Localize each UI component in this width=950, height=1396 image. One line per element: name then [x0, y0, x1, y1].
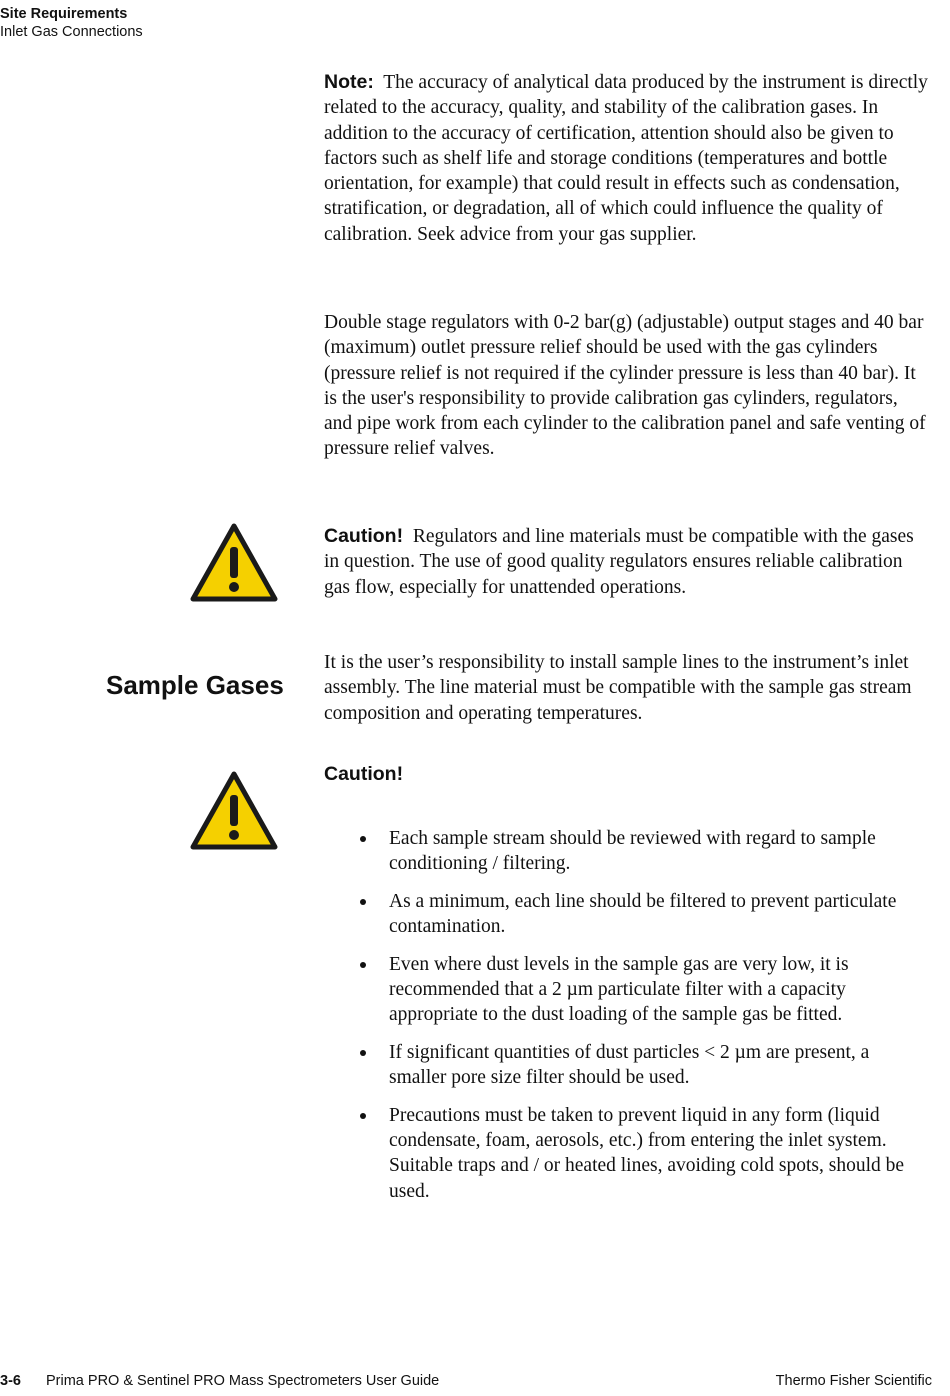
bullet-dot [360, 836, 366, 842]
warning-triangle-icon [190, 770, 278, 850]
running-header-section: Site Requirements [0, 6, 128, 22]
list-item: If significant quantities of dust particles < 2 µm are present, a smaller pore size filter should be used. [324, 1040, 930, 1091]
list-item: Precautions must be taken to prevent liquid in any form (liquid condensate, foam, aerosols, etc.) from entering the inlet system. Suitable traps and / or heated lines, avoiding cold spots, should be used. [324, 1103, 930, 1204]
list-item-continuation: Suitable traps and / or heated lines, avoiding cold spots, should be used. [389, 1155, 905, 1202]
list-item: Even where dust levels in the sample gas are very low, it is recommended that a 2 µm particulate filter with a capacity appropriate to the dust loading of the sample gas be fitted. [324, 952, 930, 1028]
page-number: 3-6 [0, 1373, 21, 1389]
footer-document-title: Prima PRO & Sentinel PRO Mass Spectrometers User Guide [46, 1373, 440, 1389]
note-paragraph [324, 70, 930, 247]
bullet-dot [360, 899, 366, 905]
sample-gases-heading: Sample Gases [106, 670, 284, 700]
caution-label: Caution! [324, 525, 404, 547]
footer-publisher: Thermo Fisher Scientific [775, 1373, 932, 1389]
bullet-dot [360, 1113, 366, 1119]
note-text: The accuracy of analytical data produced by the instrument is directly related to the accuracy, quality, and stability of the calibration gases. In addition to the accuracy of certification, attention should also be given to factors such as shelf life and storage conditions (temperatures and bottle orientation, for example) that could result in effects such as condensation, stratification, or degradation, all of which could influence the quality of calibration. Seek advice from your gas supplier. [324, 72, 928, 245]
caution-regulators-text: Regulators and line materials must be compatible with the gases in question. The use of good quality regulators ensures reliable calibration gas flow, especially for unattended operations. [324, 526, 914, 598]
bullet-dot [360, 1050, 366, 1056]
sample-gases-paragraph: It is the user’s responsibility to install sample lines to the instrument’s inlet assembly. The line material must be compatible with the sample gas stream composition and operating temperatures. [324, 652, 912, 724]
list-item: Each sample stream should be reviewed with regard to sample conditioning / filtering. [324, 826, 930, 877]
caution-sample-label: Caution! [324, 763, 404, 785]
sample-caution-list [324, 826, 930, 1216]
bullet-dot [360, 962, 366, 968]
running-header-subsection: Inlet Gas Connections [0, 24, 143, 40]
note-label: Note: [324, 71, 374, 93]
caution-regulators-paragraph [324, 524, 930, 600]
warning-triangle-icon [190, 522, 278, 602]
regulators-paragraph: Double stage regulators with 0-2 bar(g) (adjustable) output stages and 40 bar (maximum) outlet pressure relief should be used with the gas cylinders (pressure relief is not required if the cylinder pressure is less than 40 bar). It is the user's responsibility to provide calibration gas cylinders, regulators, and pipe work from each cylinder to the calibration panel and safe venting of pressure relief valves. [324, 312, 926, 460]
list-item: As a minimum, each line should be filtered to prevent particulate contamination. [324, 889, 930, 940]
